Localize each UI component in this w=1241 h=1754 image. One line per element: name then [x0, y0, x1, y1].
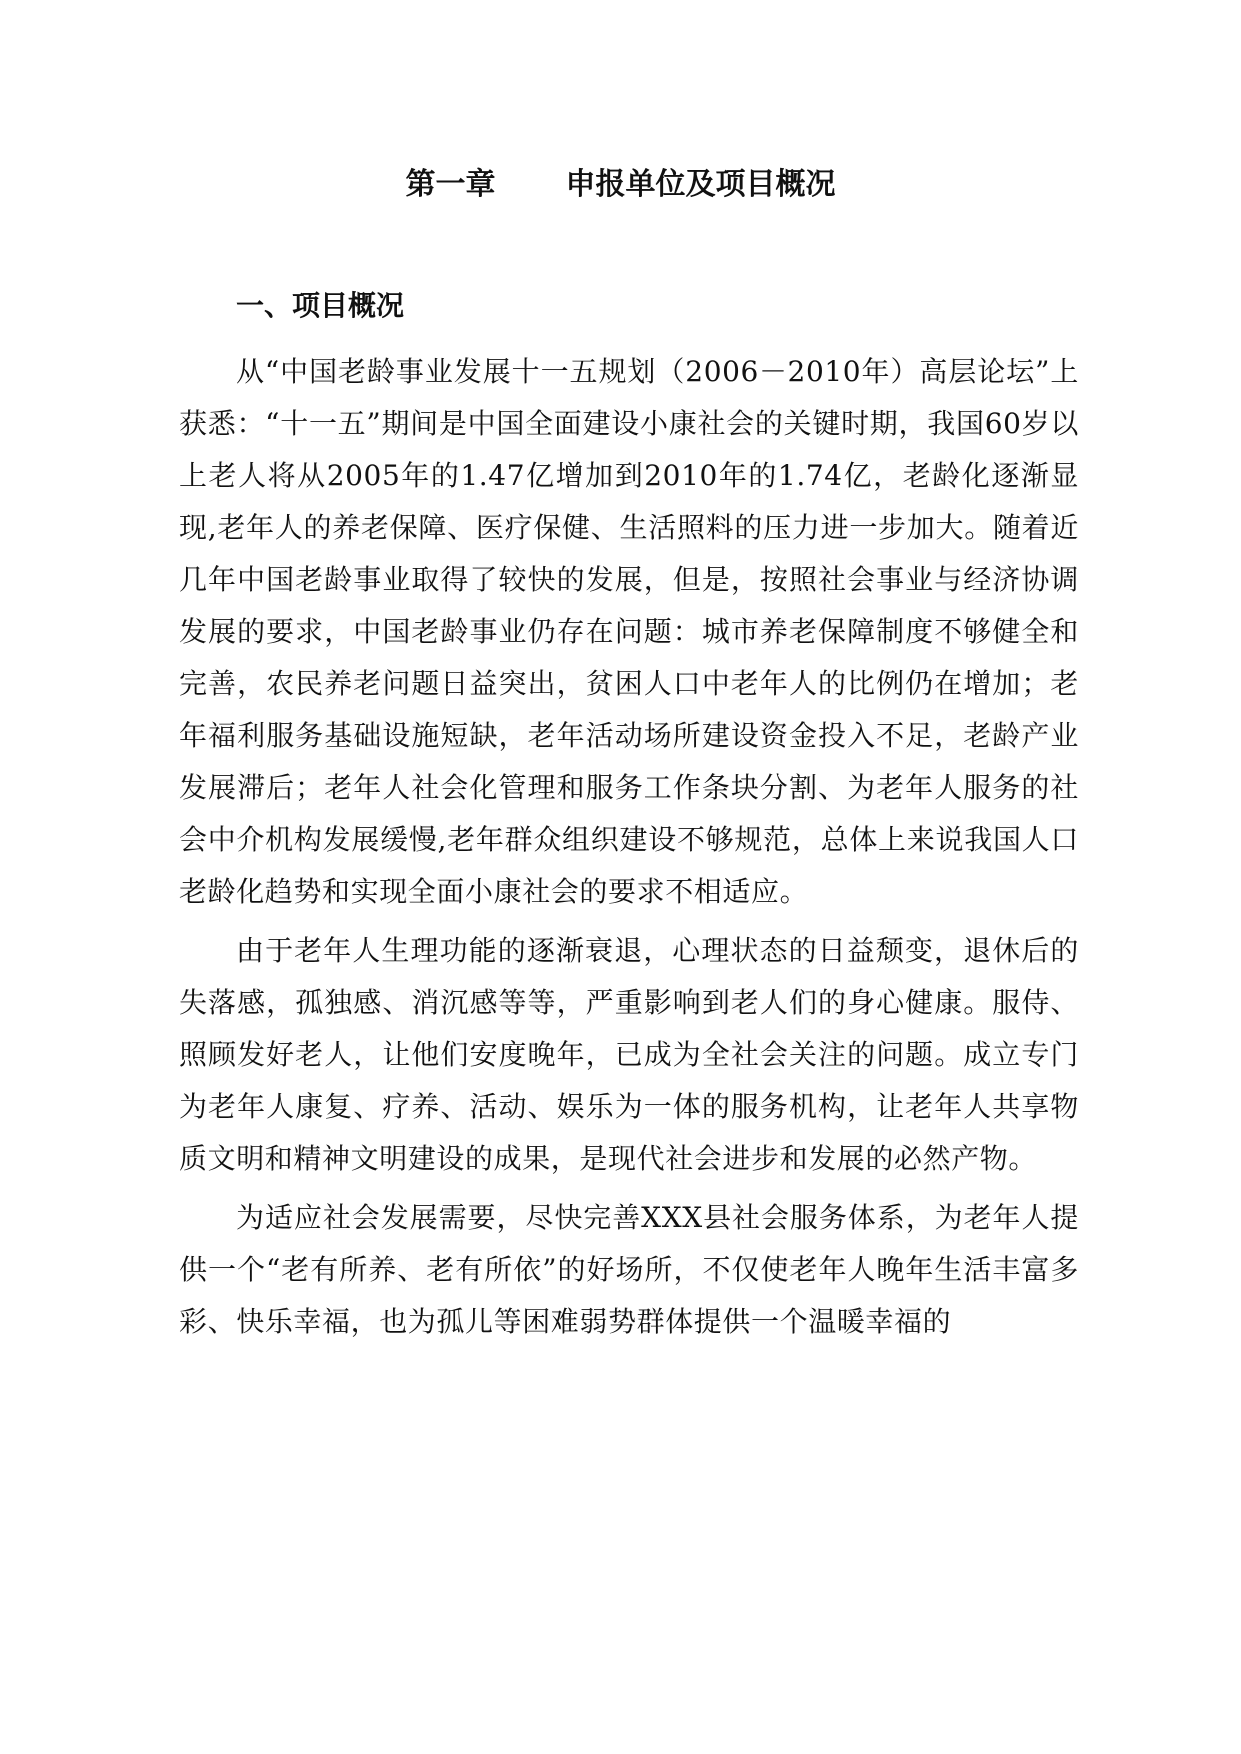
section-heading: 一、项目概况	[236, 289, 405, 322]
body-text	[179, 346, 1079, 1348]
chapter-name: 申报单位及项目概况	[565, 167, 836, 202]
paragraph-3: 为适应社会发展需要，尽快完善XXX县社会服务体系，为老年人提供一个“老有所养、老有所依”的好场所，不仅使老年人晚年生活丰富多彩、快乐幸福，也为孤儿等困难弱势群体提供一个温暖幸福的	[179, 1201, 1079, 1338]
chapter-title	[0, 165, 1241, 205]
paragraph-2: 由于老年人生理功能的逐渐衰退，心理状态的日益颓变，退休后的失落感，孤独感、消沉感等等，严重影响到老人们的身心健康。服侍、照顾发好老人，让他们安度晚年，已成为全社会关注的问题。成立专门为老年人康复、疗养、活动、娱乐为一体的服务机构，让老年人共享物质文明和精神文明建设的成果，是现代社会进步和发展的必然产物。	[179, 934, 1079, 1175]
chapter-number: 第一章	[405, 167, 496, 202]
paragraph-1: 从“中国老龄事业发展十一五规划（2006－2010年）高层论坛”上获悉：“十一五”期间是中国全面建设小康社会的关键时期，我国60岁以上老人将从2005年的1.47亿增加到2010年的1.74亿，老龄化逐渐显现,老年人的养老保障、医疗保健、生活照料的压力进一步加大。随着近几年中国老龄事业取得了较快的发展，但是，按照社会事业与经济协调发展的要求，中国老龄事业仍存在问题：城市养老保障制度不够健全和完善，农民养老问题日益突出，贫困人口中老年人的比例仍在增加；老年福利服务基础设施短缺，老年活动场所建设资金投入不足，老龄产业发展滞后；老年人社会化管理和服务工作条块分割、为老年人服务的社会中介机构发展缓慢,老年群众组织建设不够规范，总体上来说我国人口老龄化趋势和实现全面小康社会的要求不相适应。	[179, 355, 1079, 908]
